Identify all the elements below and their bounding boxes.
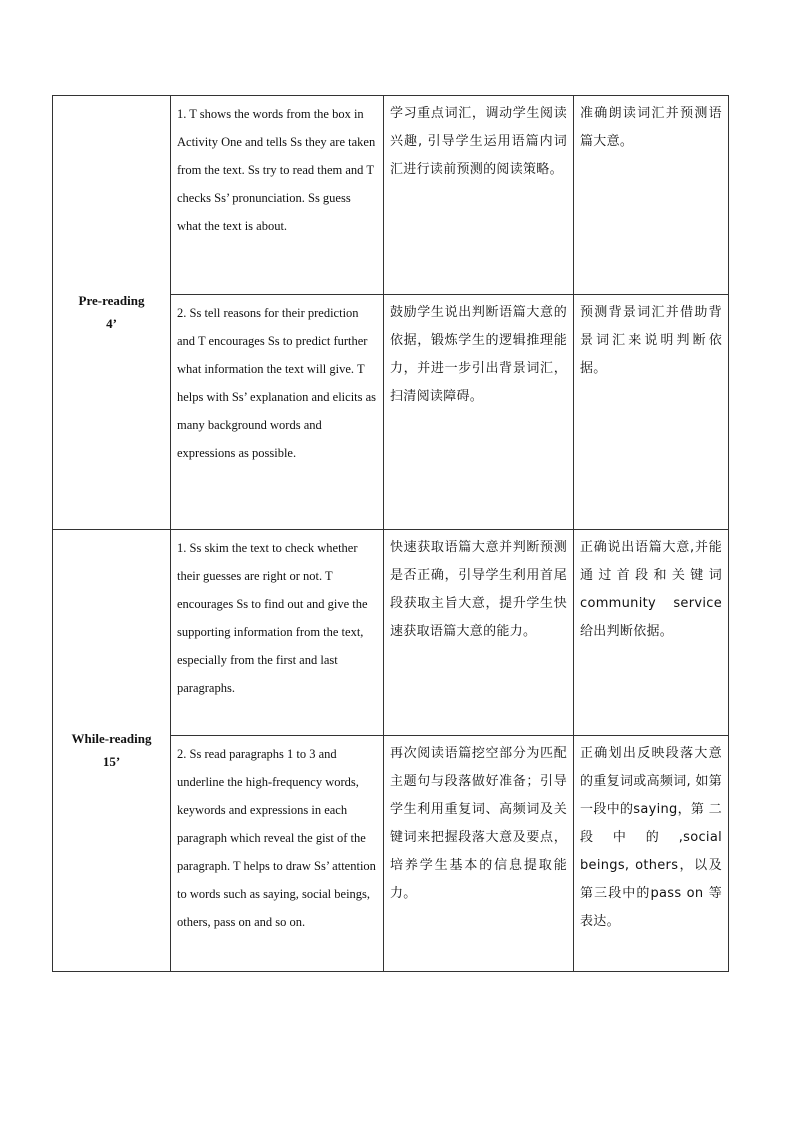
table-row [53, 530, 729, 736]
stage-name: Pre-reading [78, 292, 145, 308]
stage-cell-while-reading [53, 530, 171, 972]
stage-name: While-reading [71, 730, 152, 746]
stage-time: 4’ [106, 315, 117, 331]
stage-time: 15’ [102, 753, 121, 769]
evaluation-cell: 预测背景词汇并借助背景词汇来说明判断依据。 [574, 295, 729, 530]
activity-cell: 2. Ss read paragraphs 1 to 3 and underline the high-frequency words, keywords and expressions in each paragraph which reveal the gist of the paragraph. T helps to draw Ss’ attention to words such as saying, social beings, others, pass on and so on. [171, 736, 384, 972]
purpose-cell: 快速获取语篇大意并判断预测是否正确，引导学生利用首尾段获取主旨大意，提升学生快速获取语篇大意的能力。 [384, 530, 574, 736]
evaluation-cell: 正确划出反映段落大意的重复词或高频词, 如第一段中的saying，第 二 段 中 的 ,social beings, others，以及第三段中的pass on 等表达。 [574, 736, 729, 972]
activity-cell: 2. Ss tell reasons for their prediction and T encourages Ss to predict further what information the text will give. T helps with Ss’ explanation and elicits as many background words and expressions as possible. [171, 295, 384, 530]
lesson-plan-table [52, 95, 729, 972]
purpose-cell: 鼓励学生说出判断语篇大意的依据，锻炼学生的逻辑推理能力，并进一步引出背景词汇，扫清阅读障碍。 [384, 295, 574, 530]
purpose-cell: 学习重点词汇，调动学生阅读兴趣, 引导学生运用语篇内词汇进行读前预测的阅读策略。 [384, 96, 574, 295]
table-row [53, 96, 729, 295]
stage-cell-pre-reading [53, 96, 171, 530]
evaluation-cell: 正确说出语篇大意,并能通过首段和关键词 community service 给出判断依据。 [574, 530, 729, 736]
purpose-cell: 再次阅读语篇挖空部分为匹配主题句与段落做好准备；引导学生利用重复词、高频词及关键词来把握段落大意及要点，培养学生基本的信息提取能力。 [384, 736, 574, 972]
activity-cell: 1. T shows the words from the box in Activity One and tells Ss they are taken from the text. Ss try to read them and T checks Ss’ pronunciation. Ss guess what the text is about. [171, 96, 384, 295]
activity-cell: 1. Ss skim the text to check whether their guesses are right or not. T encourages Ss to find out and give the supporting information from the text, especially from the first and last paragraphs. [171, 530, 384, 736]
evaluation-cell: 准确朗读词汇并预测语篇大意。 [574, 96, 729, 295]
